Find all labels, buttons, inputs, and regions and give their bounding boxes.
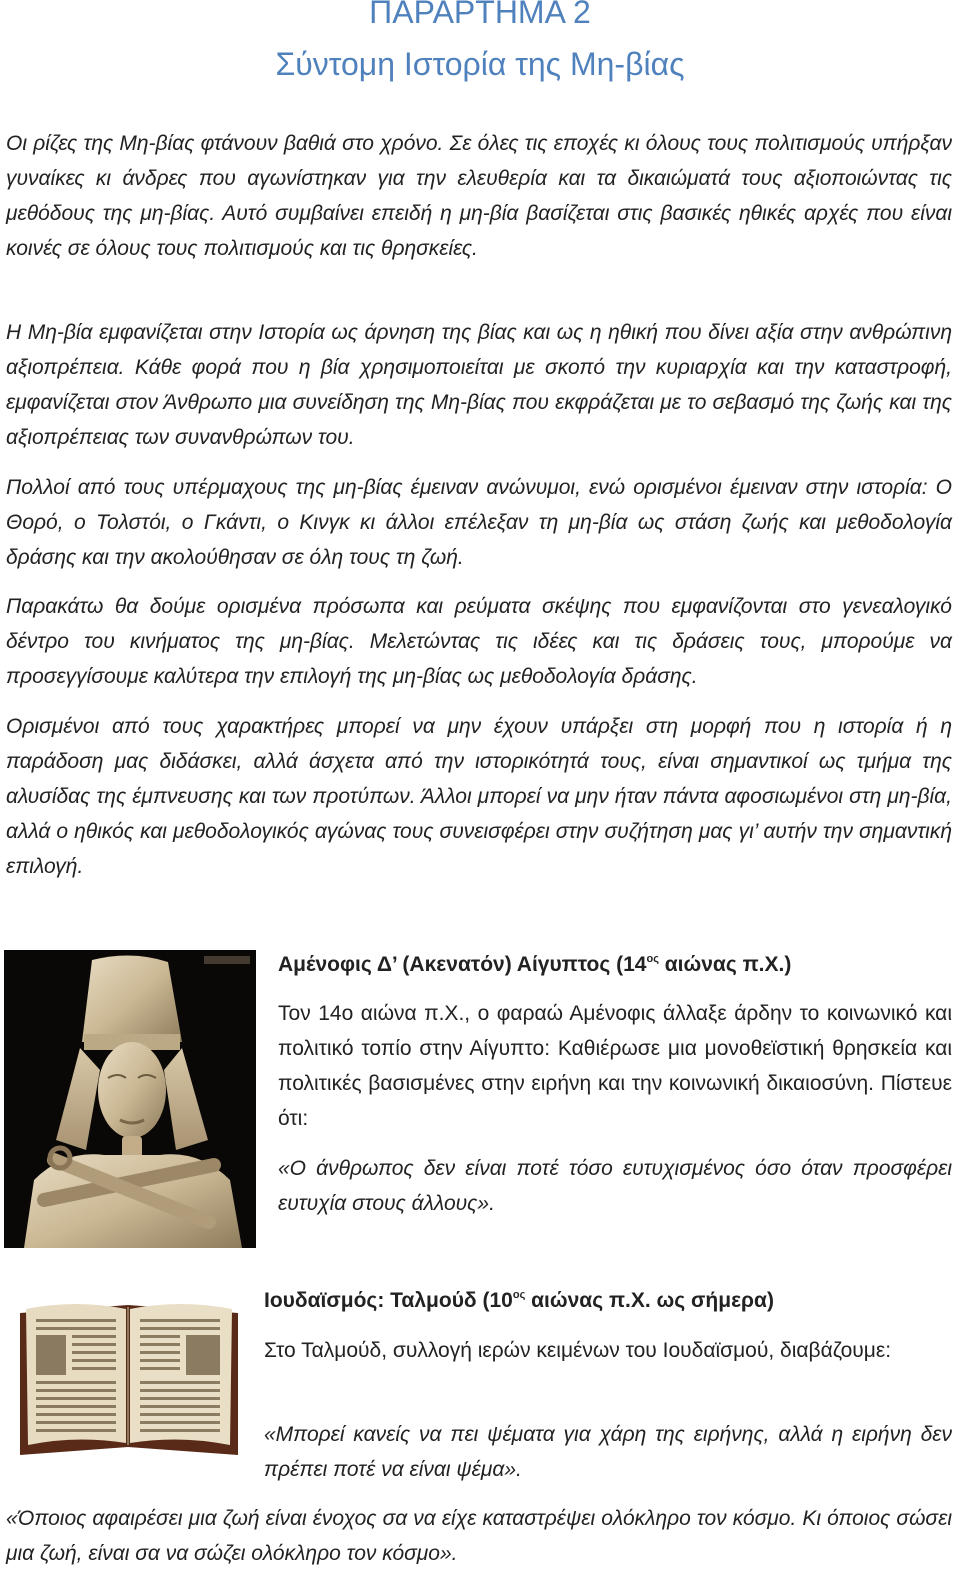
intro-paragraph-5: Ορισμένοι από τους χαρακτήρες μπορεί να μην έχουν υπάρξει στη μορφή που η ιστορία ή η παράδοση μας διδάσκει, αλλά άσχετα από την ιστορικότητά τους, είναι σημαντικοί ως τμήμα της αλυσίδας της έμπνευσης και των προτύπων. Άλλοι μπορεί να μην ήταν πάντα αφοσιωμένοι στη μη-βία, αλλά ο ηθικός και μεθοδολογικός αγώνας τους συνεισφέρει στην συζήτηση μας γι’ αυτήν την σημαντική επιλογή. [6,715,952,878]
pharaoh-statue-photo [4,950,256,1248]
judaism-quote: «Μπορεί κανείς να πει ψέματα για χάρη της ειρήνης, αλλά η ειρήνη δεν πρέπει ποτέ να είναι ψέμα». [264,1423,952,1481]
amenhotep-heading [278,950,791,980]
appendix-subtitle: Σύντομη Ιστορία της Μη-βίας [275,46,685,82]
talmud-book-photo [16,1295,241,1458]
judaism-heading-tail: αιώνας π.Χ. ως σήμερα) [525,1289,774,1312]
closing-quote: «Όποιος αφαιρέσει μια ζωή είναι ένοχος σα να είχε καταστρέψει ολόκληρο τον κόσμο. Κι όποιος σώσει μια ζωή, είναι σα να σώζει ολόκληρο τον κόσμο». [6,1507,952,1565]
intro-paragraph-2: Η Μη-βία εμφανίζεται στην Ιστορία ως άρνηση της βίας και ως η ηθική που δίνει αξία στην ανθρώπινη αξιοπρέπεια. Κάθε φορά που η βία χρησιμοποιείται με σκοπό την κυριαρχία και την καταστροφή, εμφανίζεται στον Άνθρωπο μια συνείδηση της Μη-βίας που εκφράζεται με το σεβασμό της ζωής και της αξιοπρέπειας των συνανθρώπων του. [6,321,952,449]
intro-paragraph-1: Οι ρίζες της Μη-βίας φτάνουν βαθιά στο χρόνο. Σε όλες τις εποχές κι όλους τους πολιτισμούς υπήρξαν γυναίκες κι άνδρες που αγωνίστηκαν για την ελευθερία και τα δικαιώματά τους αξιοποιώντας τις μεθόδους της μη-βίας. Αυτό συμβαίνει επειδή η μη-βία βασίζεται στις βασικές ηθικές αρχές που είναι κοινές σε όλους τους πολιτισμούς και τις θρησκείες. [6,132,952,260]
intro-paragraph-4: Παρακάτω θα δούμε ορισμένα πρόσωπα και ρεύματα σκέψης που εμφανίζονται στο γενεαλογικό δέντρο του κινήματος της μη-βίας. Μελετώντας τις ιδέες και τις δράσεις τους, μπορούμε να προσεγγίσουμε καλύτερα την επιλογή της μη-βίας ως μεθοδολογία δράσης. [6,595,952,688]
amenhotep-description: Τον 14ο αιώνα π.Χ., ο φαραώ Αμένοφις άλλαξε άρδην το κοινωνικό και πολιτικό τοπίο στην Αίγυπτο: Καθιέρωσε μια μονοθεϊστική θρησκεία και πολιτικές βασισμένες στην ειρήνη και την κοινωνική δικαιοσύνη. Πίστευε ότι: [278,1002,952,1130]
talmud-book-illustration [16,1295,241,1458]
judaism-heading [264,1286,774,1316]
amenhotep-quote: «Ο άνθρωπος δεν είναι ποτέ τόσο ευτυχισμένος όσο όταν προσφέρει ευτυχία στους άλλους». [278,1157,952,1215]
amenhotep-heading-text: Αμένοφις Δ’ (Ακενατόν) Αίγυπτος (14 [278,953,647,976]
pharaoh-statue-illustration [4,950,256,1248]
amenhotep-heading-superscript: ος [646,953,659,965]
judaism-description: Στο Ταλμούδ, συλλογή ιερών κειμένων του Ιουδαϊσμού, διαβάζουμε: [264,1339,892,1362]
appendix-title: ΠΑΡΑΡΤΗΜΑ 2 [369,0,591,30]
intro-paragraph-3: Πολλοί από τους υπέρμαχους της μη-βίας έμειναν ανώνυμοι, ενώ ορισμένοι έμειναν στην ιστορία: Ο Θορό, ο Τολστόι, ο Γκάντι, ο Κινγκ κι άλλοι επέλεξαν τη μη-βία ως στάση ζωής και μεθοδολογία δράσης και την ακολούθησαν σε όλη τους τη ζωή. [6,476,952,569]
amenhotep-heading-tail: αιώνας π.Χ.) [658,953,792,976]
judaism-heading-text: Ιουδαϊσμός: Ταλμούδ (10 [264,1289,513,1312]
judaism-heading-superscript: ος [512,1289,526,1301]
